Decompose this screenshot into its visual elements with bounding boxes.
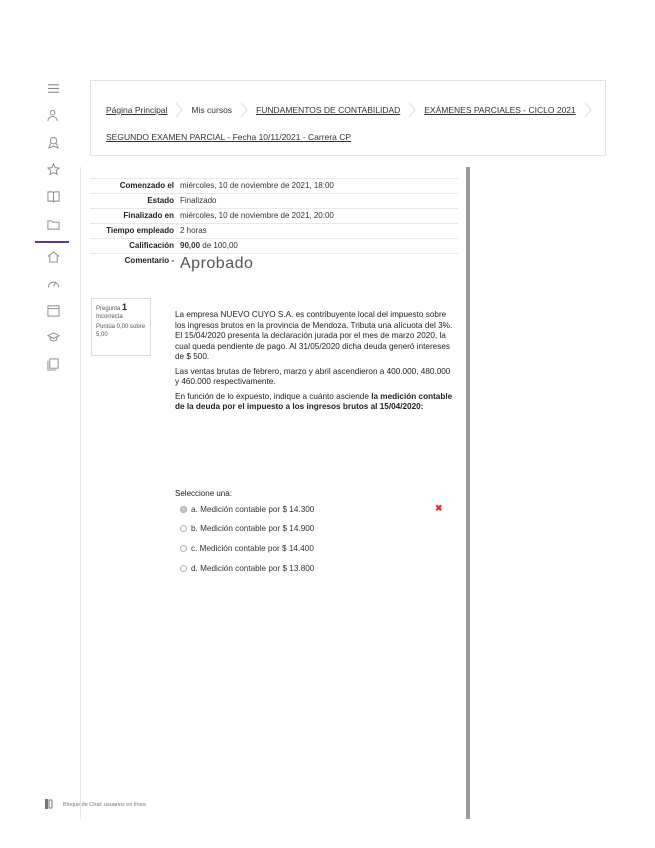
option-label: d. Medición contable por $ 13.800 bbox=[191, 564, 315, 573]
state-value: Finalizado bbox=[180, 196, 217, 205]
users-icon[interactable] bbox=[45, 107, 61, 123]
answer-option-b[interactable] bbox=[180, 524, 314, 533]
time-label: Tiempo empleado bbox=[106, 226, 174, 235]
answer-option-d[interactable] bbox=[180, 564, 314, 573]
breadcrumb-home[interactable]: Página Principal bbox=[106, 105, 168, 115]
calendar-icon[interactable] bbox=[45, 302, 61, 318]
question-prompt: En función de lo expuesto, indique a cuánto asciende bbox=[175, 391, 369, 401]
list-icon[interactable] bbox=[45, 80, 61, 96]
question-text bbox=[175, 310, 455, 417]
grade-value bbox=[180, 240, 458, 251]
breadcrumb-course[interactable]: FUNDAMENTOS DE CONTABILIDAD bbox=[256, 105, 401, 115]
summary-row-time bbox=[90, 224, 458, 239]
breadcrumb bbox=[90, 80, 606, 156]
graduation-icon[interactable] bbox=[45, 329, 61, 345]
book-icon[interactable] bbox=[45, 188, 61, 204]
active-indicator bbox=[35, 241, 69, 243]
content-divider bbox=[80, 167, 81, 819]
breadcrumb-row bbox=[106, 102, 600, 118]
chevron-right-icon bbox=[175, 102, 183, 118]
radio-button[interactable] bbox=[180, 565, 187, 572]
question-label: Pregunta bbox=[96, 306, 121, 312]
chevron-right-icon bbox=[408, 102, 416, 118]
chat-icon[interactable] bbox=[45, 796, 53, 806]
radio-button[interactable] bbox=[180, 545, 187, 552]
chevron-right-icon bbox=[240, 102, 248, 118]
question-score: Puntúa 0,00 sobre 5,00 bbox=[96, 324, 146, 338]
files-icon[interactable] bbox=[45, 356, 61, 372]
footer-text[interactable]: Bloque de Chat: usuarios en línea bbox=[63, 802, 146, 808]
incorrect-icon: ✖ bbox=[435, 503, 443, 513]
folder-icon[interactable] bbox=[45, 216, 61, 232]
finished-label: Finalizado en bbox=[123, 211, 174, 220]
question-number: 1 bbox=[122, 302, 128, 312]
time-value: 2 horas bbox=[180, 226, 207, 235]
started-label: Comenzado el bbox=[119, 181, 174, 190]
question-status: Incorrecta bbox=[96, 314, 123, 320]
answer-option-c[interactable] bbox=[180, 544, 314, 553]
award-icon[interactable] bbox=[45, 134, 61, 150]
summary-row-comment bbox=[90, 254, 458, 275]
star-icon[interactable] bbox=[45, 161, 61, 177]
question-info bbox=[91, 298, 151, 356]
state-label: Estado bbox=[147, 196, 174, 205]
option-label: c. Medición contable por $ 14.400 bbox=[191, 544, 314, 553]
select-label: Seleccione una: bbox=[175, 489, 232, 498]
comment-value: Aprobado bbox=[180, 255, 254, 272]
grade-rest: de 100,00 bbox=[202, 241, 238, 250]
grade-score: 90,00 bbox=[180, 241, 201, 250]
breadcrumb-exam[interactable]: SEGUNDO EXAMEN PARCIAL - Fecha 10/11/2021 - Carrera CP bbox=[106, 132, 352, 142]
started-value: miércoles, 10 de noviembre de 2021, 18:00 bbox=[180, 181, 334, 190]
dashboard-icon[interactable] bbox=[45, 275, 61, 291]
option-label: b. Medición contable por $ 14.900 bbox=[191, 524, 315, 533]
option-label: a. Medición contable por $ 14.300 bbox=[191, 505, 315, 514]
summary-row-finished bbox=[90, 209, 458, 224]
breadcrumb-my-courses[interactable]: Mis cursos bbox=[191, 105, 233, 115]
question-prompt-bold: la medición contable de la deuda por el impuesto a los ingresos brutos al 15/04/2020: bbox=[175, 391, 453, 411]
attempt-summary bbox=[90, 178, 458, 275]
radio-button[interactable] bbox=[180, 506, 187, 513]
comment-label: Comentario - bbox=[124, 256, 174, 265]
finished-value: miércoles, 10 de noviembre de 2021, 20:00 bbox=[180, 211, 334, 220]
question-paragraph-3 bbox=[175, 392, 455, 413]
scrollbar[interactable] bbox=[466, 167, 470, 819]
home-icon[interactable] bbox=[45, 248, 61, 264]
answer-option-a[interactable] bbox=[180, 505, 314, 514]
radio-button[interactable] bbox=[180, 525, 187, 532]
question-paragraph-2: Las ventas brutas de febrero, marzo y abril ascendieron a 400.000, 480.000 y 460.000 respectivamente. bbox=[175, 366, 451, 386]
summary-row-state bbox=[90, 194, 458, 209]
summary-row-started bbox=[90, 178, 458, 194]
grade-label: Calificación bbox=[129, 241, 174, 250]
breadcrumb-section[interactable]: EXÁMENES PARCIALES - CICLO 2021 bbox=[424, 105, 576, 115]
chevron-right-icon bbox=[584, 102, 592, 118]
summary-row-grade bbox=[90, 239, 458, 254]
question-paragraph-1: La empresa NUEVO CUYO S.A. es contribuyente local del impuesto sobre los ingresos brutos en la provincia de Mendoza. Tributa una alícuota del 3%. El 15/04/2020 presenta la declaración jurada por el mes de marzo 2020, la cual queda pendiente de pago. Al 31/05/2020 dicha deuda generó intereses de $ 500. bbox=[175, 310, 453, 361]
